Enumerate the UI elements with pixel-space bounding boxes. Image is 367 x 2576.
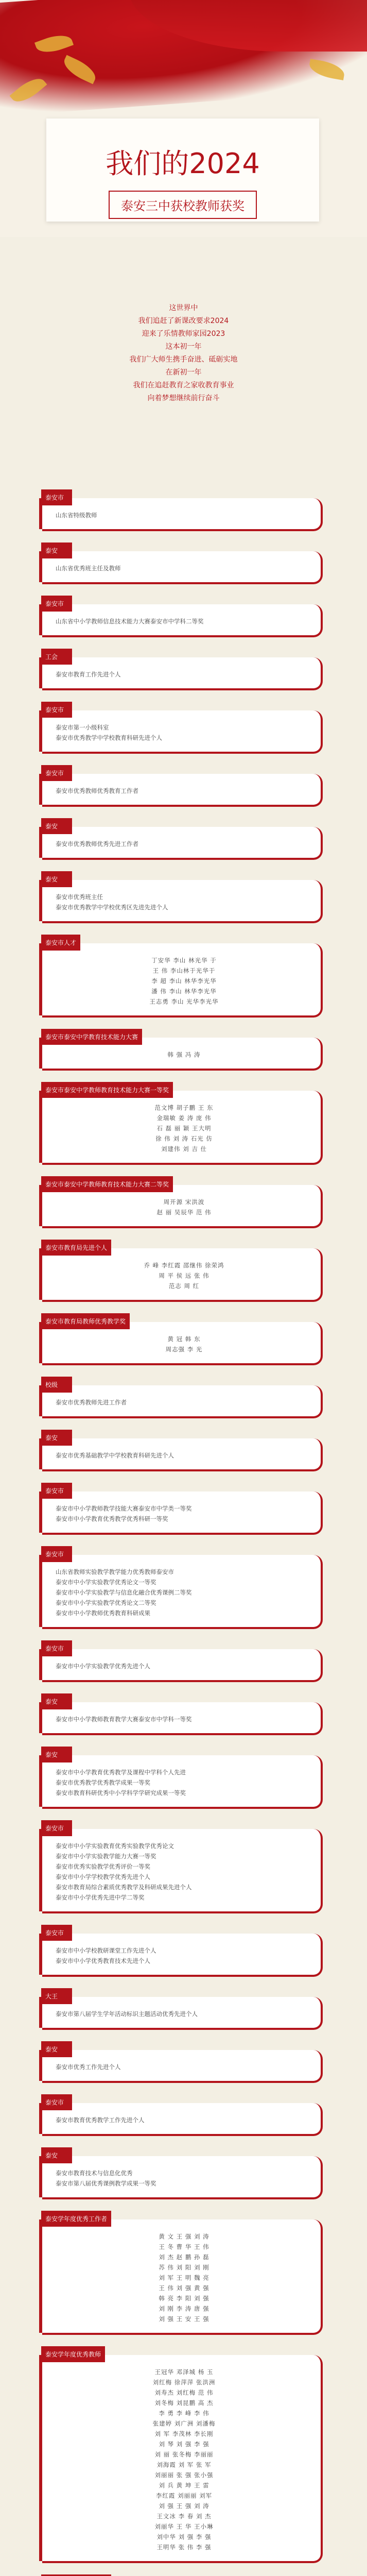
award-section	[0, 1313, 367, 1365]
name-row: 苏 伟 刘 阳 刘 刚	[159, 2264, 209, 2271]
award-section	[0, 1082, 367, 1165]
section-content	[42, 943, 323, 1018]
name-row: 王文冰 李 春 刘 杰	[156, 2513, 212, 2520]
name-row: 王明华 张 伟 李 强	[156, 2544, 212, 2551]
section-content	[42, 1492, 323, 1535]
award-line: 泰安市优秀教师先进工作者	[56, 1399, 127, 1406]
name-row: 刘 刚 李 涛 唐 强	[159, 2305, 209, 2312]
section-content	[42, 2355, 323, 2563]
section-tag: 泰安	[41, 543, 72, 558]
award-section	[0, 596, 367, 637]
name-row: 刘海霞 刘 军 张 军	[156, 2461, 212, 2468]
section-tag: 工会	[41, 649, 72, 665]
section-tag: 大王	[41, 1988, 72, 2004]
award-line: 泰安市优秀工作先进个人	[56, 2063, 121, 2071]
name-row: 王 伟 李山林于光华于	[152, 967, 216, 974]
section-content	[42, 710, 323, 754]
award-section	[0, 818, 367, 860]
award-sections	[0, 489, 367, 2576]
section-content	[42, 1248, 323, 1302]
award-line: 泰安市中小学实验教育优秀实验教学优秀论文	[56, 1842, 174, 1850]
section-tag: 泰安市	[41, 489, 72, 505]
section-content	[42, 498, 323, 531]
name-row: 石 磊 丽 颖 王大明	[156, 1125, 212, 1132]
section-tag: 泰安市教育局先进个人	[41, 1240, 111, 1256]
award-section	[0, 543, 367, 584]
award-section	[0, 1693, 367, 1735]
name-row: 黄 文 王 强 刘 涛	[159, 2233, 209, 2240]
award-line: 泰安市优秀教学优秀教学成果一等奖	[56, 1779, 150, 1786]
name-row: 刘 强 王 强 刘 涛	[159, 2502, 209, 2510]
intro-text	[0, 304, 367, 407]
intro-line: 向着梦想继续前行奋斗	[147, 394, 220, 402]
name-row: 刘 琴 刘 强 李 强	[159, 2441, 209, 2448]
name-row: 刘 军 李茂林 李长刚	[154, 2430, 214, 2437]
award-line: 泰安市教育局综合素质优秀教学及科研成果先进个人	[56, 1884, 192, 1891]
award-line: 泰安市中小学实验教学优秀先进个人	[56, 1663, 150, 1670]
award-line: 泰安市教育科研优秀中小学科学学研究成果一等奖	[56, 1789, 186, 1797]
name-row: 刘 丽 张冬梅 李丽丽	[154, 2451, 214, 2458]
award-line: 泰安市第八届学生学年活动标识主题活动优秀先进个人	[56, 2010, 198, 2018]
section-content	[42, 551, 323, 584]
award-line: 泰安市教育技术与信息化优秀	[56, 2170, 133, 2177]
name-row: 范文博 胡子鹏 王 东	[154, 1104, 214, 1111]
award-section	[0, 1820, 367, 1913]
section-tag: 泰安市人才	[41, 935, 80, 951]
name-row: 金瑞敏 姜 涛 庞 伟	[156, 1114, 212, 1122]
name-row: 周开源 宋洪波	[163, 1198, 205, 1206]
section-tag: 泰安市泰安中学教师教育技术能力大赛二等奖	[41, 1176, 173, 1192]
award-line: 泰安市中小学教育优秀教学优秀科研一等奖	[56, 1515, 168, 1522]
award-section	[0, 2147, 367, 2199]
name-row: 黄 冠 韩 东	[167, 1335, 201, 1343]
award-line: 山东省优秀班主任及教师	[56, 565, 121, 572]
page-subtitle: 泰安三中获校教师获奖	[109, 191, 257, 219]
section-tag: 泰安市	[41, 1925, 72, 1941]
section-content	[42, 1997, 323, 2030]
section-content	[42, 2219, 323, 2335]
section-content	[42, 2103, 323, 2136]
section-content	[42, 1385, 323, 1418]
award-section	[0, 1747, 367, 1809]
name-row: 刘 强 王 安 王 强	[159, 2315, 209, 2323]
section-content	[42, 1702, 323, 1735]
intro-line: 迎来了乐情教师家园2023	[142, 330, 225, 338]
award-line: 泰安市中小学校教研课堂工作先进个人	[56, 1947, 156, 1954]
section-tag: 泰安学年度优秀教师	[41, 2346, 105, 2362]
name-row: 李 勇 李 峰 李 伟	[159, 2410, 209, 2417]
award-line: 泰安市优秀实验教学优秀评价一等奖	[56, 1863, 150, 1870]
intro-line: 这世界中	[169, 304, 198, 312]
name-row: 刘 兵 黄 坤 王 雷	[159, 2482, 209, 2489]
section-content	[42, 1438, 323, 1471]
name-row: 王 冬 曹 华 王 伟	[159, 2243, 209, 2250]
award-line: 泰安市优秀基础教学中学校教育科研先进个人	[56, 1452, 174, 1459]
section-tag: 泰安市	[41, 1640, 72, 1656]
award-section	[0, 649, 367, 690]
section-content	[42, 2050, 323, 2083]
section-tag: 泰安	[41, 1430, 72, 1446]
award-line: 泰安市中小学优秀教育技术先进个人	[56, 1957, 150, 1964]
name-row: 李红霞 刘丽丽 刘军	[155, 2492, 213, 2499]
award-section	[0, 1546, 367, 1629]
section-tag: 泰安	[41, 818, 72, 834]
award-line: 泰安市第八届优秀课例教学成果一等奖	[56, 2180, 156, 2187]
name-row: 徐 伟 刘 涛 石光 仿	[155, 1135, 213, 1142]
award-line: 泰安市优秀教学中学校优秀区先进先进个人	[56, 904, 168, 911]
award-section	[0, 2041, 367, 2083]
intro-line: 我们在追赶教育之家收教育事业	[133, 381, 234, 389]
award-line: 泰安市中小学实验教学与信息化融合优秀课例二等奖	[56, 1589, 192, 1596]
award-section	[0, 702, 367, 754]
name-row: 刘红梅 徐萍萍 张洪洲	[152, 2379, 216, 2386]
award-line: 泰安市优秀教学中学校教育科研先进个人	[56, 734, 162, 741]
section-tag: 泰安市	[41, 1483, 72, 1499]
name-row: 韩 亮 李 阳 刘 强	[159, 2295, 209, 2302]
award-section	[0, 1483, 367, 1535]
name-row: 韩 强 冯 涛	[167, 1051, 201, 1058]
section-tag: 泰安市教育局教师优秀教学奖	[41, 1313, 130, 1329]
section-tag: 泰安	[41, 1747, 72, 1762]
name-row: 刘建伟 刘 吉 仕	[161, 1145, 207, 1153]
name-row: 潘 伟 李山 林华李光华	[151, 988, 217, 995]
intro-line: 我们广大师生携手奋进、砥砺实地	[129, 355, 238, 364]
intro-line: 这本初一年	[165, 343, 202, 351]
name-row: 丁安华 李山 林光华 于	[151, 957, 217, 964]
section-content	[42, 774, 323, 807]
section-content	[42, 827, 323, 860]
section-tag: 泰安	[41, 2147, 72, 2163]
award-section	[0, 1430, 367, 1471]
section-content	[42, 2156, 323, 2199]
name-row: 刘丽丽 张 强 张小强	[154, 2471, 214, 2479]
section-tag: 泰安市	[41, 1820, 72, 1836]
section-content	[42, 657, 323, 690]
name-row: 刘冬梅 刘昆鹏 高 杰	[154, 2399, 214, 2406]
name-row: 张建婷 刘广洲 刘潘梅	[152, 2420, 216, 2427]
name-row: 刘丽华 王 华 王小琳	[154, 2523, 214, 2530]
name-row: 乔 峰 李红霞 邵继伟 徐荣鸿	[144, 1262, 224, 1269]
section-tag: 泰安	[41, 871, 72, 887]
award-line: 泰安市中小学教师教学技能大赛泰安市中学类一等奖	[56, 1505, 192, 1512]
name-row: 刘寿杰 刘红梅 范 伟	[154, 2389, 214, 2396]
name-row: 刘 杰 赵 鹏 孙 磊	[159, 2253, 209, 2261]
section-content	[42, 604, 323, 637]
award-line: 泰安市中小学优秀先进中学二等奖	[56, 1894, 145, 1901]
section-tag: 泰安	[41, 2041, 72, 2057]
section-content	[42, 880, 323, 923]
award-line: 泰安市中小学实验教学能力大赛一等奖	[56, 1853, 156, 1860]
section-tag: 泰安学年度优秀工作者	[41, 2211, 111, 2227]
award-line: 泰安市优秀教师优秀先进工作者	[56, 840, 138, 848]
award-section	[0, 2211, 367, 2335]
section-tag: 泰安市	[41, 765, 72, 781]
section-content	[42, 1755, 323, 1809]
award-section	[0, 1988, 367, 2030]
award-line: 泰安市中小学学校教学优秀先进个人	[56, 1873, 150, 1880]
award-section	[0, 871, 367, 923]
award-line: 泰安市第一小级科室	[56, 724, 109, 731]
section-content	[42, 1091, 323, 1165]
section-tag: 泰安市泰安中学教师教育技术能力大赛一等奖	[41, 1082, 173, 1098]
section-tag: 校级	[41, 1377, 72, 1393]
award-line: 泰安市中小学教师优秀教育科研成果	[56, 1609, 150, 1617]
name-row: 王冠华 邓泽城 杨 玉	[154, 2368, 214, 2376]
award-line: 泰安市教育工作先进个人	[56, 671, 121, 678]
award-line: 泰安市教育优秀教学工作先进个人	[56, 2116, 145, 2124]
award-line: 泰安市优秀班主任	[56, 893, 103, 901]
section-tag: 泰安	[41, 1693, 72, 1709]
section-content	[42, 1649, 323, 1682]
award-line: 山东省中小学教师信息技术能力大赛泰安市中学科二等奖	[56, 618, 204, 625]
name-row: 周 平 侯 远 张 伟	[159, 1272, 209, 1279]
award-line: 泰安市中小学实验教学优秀论文二等奖	[56, 1599, 156, 1606]
title-card	[46, 118, 319, 222]
award-section	[0, 2094, 367, 2136]
page-title: 我们的2024	[106, 147, 260, 180]
award-line: 泰安市中小学教育优秀教学及课程中学科个人先进	[56, 1769, 186, 1776]
name-row: 李 超 李山 林华李光华	[151, 977, 217, 985]
award-section	[0, 1176, 367, 1228]
award-section	[0, 1240, 367, 1302]
section-tag: 泰安市	[41, 2094, 72, 2110]
award-line: 泰安市优秀教师优秀教育工作者	[56, 787, 138, 794]
name-row: 范志 周 红	[168, 1282, 200, 1290]
header-banner	[0, 0, 367, 237]
name-row: 刘中华 刘 强 李 强	[156, 2533, 212, 2540]
award-section	[0, 765, 367, 807]
name-row: 王志勇 李山 光华李光华	[149, 998, 219, 1005]
award-section	[0, 1377, 367, 1418]
intro-line: 在新初一年	[165, 368, 202, 377]
section-tag: 泰安市	[41, 702, 72, 718]
name-row: 周志强 李 光	[165, 1346, 203, 1353]
section-tag: 泰安市泰安中学教育技术能力大赛	[41, 1029, 142, 1045]
name-row: 赵 丽 吴辰华 范 伟	[156, 1209, 212, 1216]
award-section	[0, 489, 367, 531]
award-section	[0, 935, 367, 1018]
section-content	[42, 1829, 323, 1913]
award-line: 泰安市中小学教师教育教学大赛泰安市中学科一等奖	[56, 1716, 192, 1723]
award-line: 泰安市中小学实验教学优秀论文一等奖	[56, 1579, 156, 1586]
section-tag: 泰安市	[41, 1546, 72, 1562]
award-section	[0, 2346, 367, 2563]
section-tag: 泰安市	[41, 596, 72, 612]
name-row: 王 伟 刘 强 黄 强	[159, 2284, 209, 2292]
section-content	[42, 1934, 323, 1977]
award-section	[0, 1640, 367, 1682]
award-section	[0, 1029, 367, 1071]
award-section	[0, 1925, 367, 1977]
name-row: 刘 军 王 明 魏 亮	[159, 2274, 209, 2281]
award-line: 山东省教师实验教学教学能力优秀教师泰安市	[56, 1568, 174, 1575]
intro-line: 我们追赶了新课改要求2024	[138, 317, 229, 325]
section-content	[42, 1555, 323, 1629]
award-line: 山东省特级教师	[56, 512, 97, 519]
